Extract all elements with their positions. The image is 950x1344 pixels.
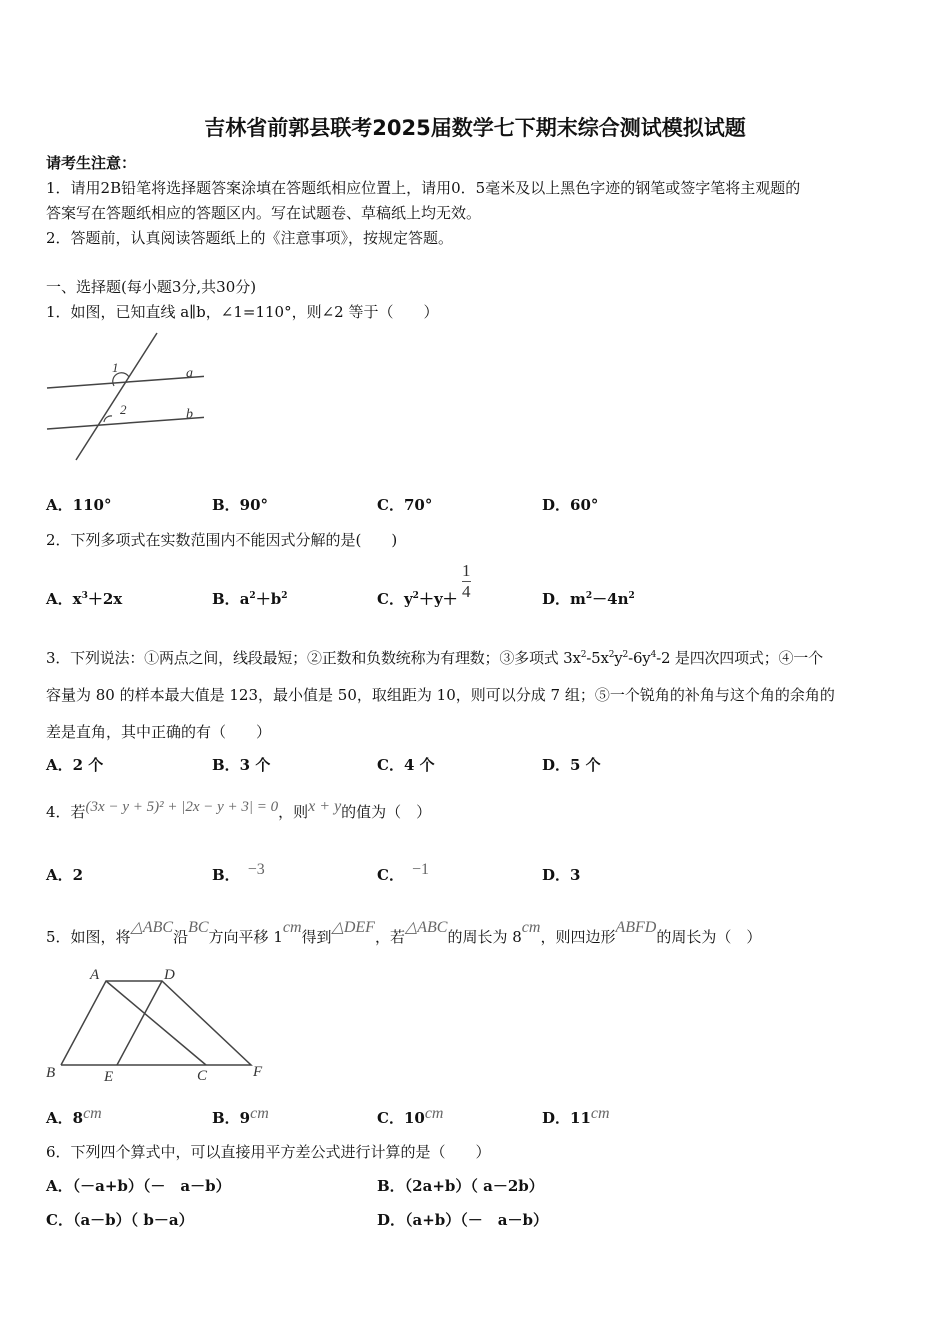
q2-option-c-exp: 2 — [412, 591, 419, 601]
q1-option-d[interactable]: D．60° — [542, 496, 599, 514]
q6-stem: 6．下列四个算式中，可以直接用平方差公式进行计算的是（ ） — [46, 1143, 491, 1161]
q1-option-b[interactable]: B．90° — [212, 496, 269, 514]
q5-option-b[interactable] — [212, 1107, 269, 1128]
q4-option-d-value: 3 — [570, 866, 581, 884]
q5-stem — [46, 919, 762, 947]
q1-angle2-arc — [104, 416, 112, 422]
q5-triangle-def: △DEF — [331, 919, 375, 936]
q5-option-c[interactable] — [377, 1107, 443, 1128]
q4-option-a-value: 2 — [72, 866, 84, 884]
q2-option-a-label: A． — [46, 590, 73, 608]
q5-triangle-abc-2: △ABC — [404, 919, 448, 936]
q5-part-8: 的周长为（ ） — [656, 928, 762, 946]
q5-part-4: 得到 — [301, 928, 332, 946]
q5-unit-2: cm — [521, 919, 541, 936]
q1-line-b — [47, 416, 204, 429]
q5-option-a-label: A．8 — [46, 1109, 84, 1127]
q3-line-1-a: 3．下列说法：①两点之间，线段最短；②正数和负数统称为有理数；③多项式 3x — [46, 649, 581, 667]
q4-option-b-value: −3 — [247, 861, 265, 878]
q1-figure — [44, 330, 204, 465]
q3-line-1-b: -5x — [586, 649, 609, 667]
q5-unit-1: cm — [282, 919, 302, 936]
q2-option-b-label: B． — [212, 590, 240, 608]
q2-option-d-base: m — [570, 590, 586, 608]
q4-option-c-value: −1 — [411, 861, 429, 878]
q2-option-d-exp1: 2 — [585, 591, 593, 601]
q2-option-c-denominator: 4 — [462, 582, 471, 601]
q4-option-c-label: C． — [377, 866, 404, 884]
q5-option-b-unit: cm — [250, 1105, 269, 1122]
q5-part-2: 沿 — [173, 928, 189, 946]
q1-line-a-label: a — [186, 366, 193, 381]
q5-option-c-label: C．10 — [377, 1109, 425, 1127]
q6-option-a[interactable]: A．（－a+b）（－ a－b） — [46, 1177, 231, 1195]
q5-label-d: D — [164, 967, 175, 983]
notice-item-2: 2．答题前，认真阅读答题纸上的《注意事项》，按规定答题。 — [46, 229, 454, 247]
q3-line-2: 容量为 80 的样本最大值是 123，最小值是 50，取组距为 10，则可以分成 7 组；⑤一个锐角的补角与这个角的余角的 — [46, 686, 835, 704]
q3-line-1-c: y — [614, 649, 623, 667]
q3-exp-4: 4 — [650, 650, 657, 660]
q5-part-3: 方向平移 1 — [208, 928, 283, 946]
q3-exp-3: 2 — [622, 650, 629, 660]
q4-mid: ，则 — [278, 803, 309, 821]
q2-option-c-base: y — [403, 590, 413, 608]
q1-option-c[interactable]: C．70° — [377, 496, 433, 514]
q2-option-c-mid: ＋y＋ — [418, 590, 458, 608]
q6-option-c[interactable]: C．（a－b）（ b－a） — [46, 1211, 194, 1229]
q5-figure — [44, 964, 274, 1086]
q3-line-1-d: -6y — [628, 649, 651, 667]
q5-part-7: ，则四边形 — [540, 928, 616, 946]
q5-option-c-unit: cm — [424, 1105, 444, 1122]
q6-option-d[interactable]: D．（a+b）（－ a－b） — [377, 1211, 548, 1229]
q3-option-c[interactable]: C．4 个 — [377, 756, 435, 774]
q2-option-a-rest: ＋2x — [87, 590, 123, 608]
q5-option-a[interactable] — [46, 1107, 102, 1128]
q5-option-d-unit: cm — [590, 1105, 610, 1122]
q5-option-d[interactable] — [542, 1107, 610, 1128]
q2-option-c-numerator: 1 — [462, 561, 471, 580]
q3-option-a[interactable]: A．2 个 — [46, 756, 104, 774]
q3-line-3: 差是直角，其中正确的有（ ） — [46, 723, 272, 741]
q5-option-b-label: B．9 — [212, 1109, 251, 1127]
q3-option-d[interactable]: D．5 个 — [542, 756, 601, 774]
section-heading: 一、选择题(每小题3分,共30分) — [46, 278, 257, 296]
q4-equation: (3x − y + 5)² + |2x − y + 3| = 0 — [85, 799, 279, 815]
notice-item-1-line-1: 1．请用2B铅笔将选择题答案涂填在答题纸相应位置上，请用0．5毫米及以上黑色字迹的钢笔或签字笔将主观题的 — [46, 179, 801, 197]
q1-stem: 1．如图，已知直线 a∥b，∠1=110°，则∠2 等于（ ） — [46, 303, 439, 321]
q6-option-b[interactable]: B．（2a+b）（ a－2b） — [377, 1177, 544, 1195]
q2-option-c-label: C． — [377, 590, 404, 608]
q5-part-1: 5．如图，将 — [46, 928, 131, 946]
q2-option-c[interactable] — [377, 588, 458, 609]
q5-part-6: 的周长为 8 — [447, 928, 522, 946]
q2-option-d-label: D． — [542, 590, 571, 608]
notice-item-1-line-2: 答案写在答题纸相应的答题区内。写在试题卷、草稿纸上均无效。 — [46, 204, 482, 222]
q4-option-b[interactable] — [212, 861, 265, 885]
q5-segment-bc: BC — [188, 919, 209, 936]
q4-suffix: 的值为（ ） — [341, 803, 432, 821]
q4-option-d-label: D． — [542, 866, 571, 884]
q2-option-a-exp: 3 — [81, 591, 88, 601]
q1-line-b-label: b — [186, 407, 193, 422]
q5-label-b: B — [46, 1065, 56, 1081]
q1-angle2-label: 2 — [120, 402, 127, 417]
q2-option-d-exp2: 2 — [628, 591, 635, 601]
q5-triangle-abc: △ABC — [130, 919, 174, 936]
q5-label-e: E — [104, 1069, 114, 1085]
q2-option-a-base: x — [72, 590, 82, 608]
q1-option-a[interactable]: A．110° — [46, 496, 112, 514]
q4-stem — [46, 798, 432, 822]
q3-exp-2: 2 — [608, 650, 615, 660]
q1-angle1-label: 1 — [112, 360, 119, 375]
q2-option-d[interactable] — [542, 588, 635, 609]
q5-part-5: ，若 — [374, 928, 405, 946]
q4-prefix: 4．若 — [46, 803, 86, 821]
q5-quadrilateral-abfd: ABFD — [615, 919, 657, 936]
q4-expression: x + y — [308, 798, 342, 815]
q5-label-f: F — [253, 1064, 263, 1080]
q2-option-a[interactable] — [46, 588, 122, 609]
q3-exp-1: 2 — [580, 650, 587, 660]
page-title: 吉林省前郭县联考2025届数学七下期末综合测试模拟试题 — [204, 116, 746, 140]
q2-option-b-base: a — [239, 590, 250, 608]
q2-option-b[interactable] — [212, 588, 287, 609]
q3-line-1-f: -2 是四次四项式；④一个 — [656, 649, 823, 667]
q5-option-a-unit: cm — [83, 1105, 102, 1122]
q4-option-d[interactable] — [542, 864, 580, 885]
q4-option-a-label: A． — [46, 866, 73, 884]
notice-heading: 请考生注意： — [46, 154, 137, 172]
q2-option-b-exp2: 2 — [281, 591, 288, 601]
q2-option-b-exp1: 2 — [249, 591, 256, 601]
q5-label-a: A — [90, 967, 100, 983]
q2-stem: 2．下列多项式在实数范围内不能因式分解的是( ) — [46, 531, 398, 549]
q2-option-b-mid: ＋b — [255, 590, 282, 608]
q3-line-1 — [46, 647, 823, 668]
q4-option-a[interactable] — [46, 864, 83, 885]
q2-option-c-fraction — [462, 562, 471, 601]
q2-option-d-mid: －4n — [592, 590, 629, 608]
q3-option-b[interactable]: B．3 个 — [212, 756, 271, 774]
q4-option-b-label: B． — [212, 866, 240, 884]
q4-option-c[interactable] — [377, 861, 429, 885]
q1-transversal — [76, 333, 157, 460]
q5-label-c: C — [197, 1068, 208, 1084]
q5-option-d-label: D．11 — [542, 1109, 591, 1127]
